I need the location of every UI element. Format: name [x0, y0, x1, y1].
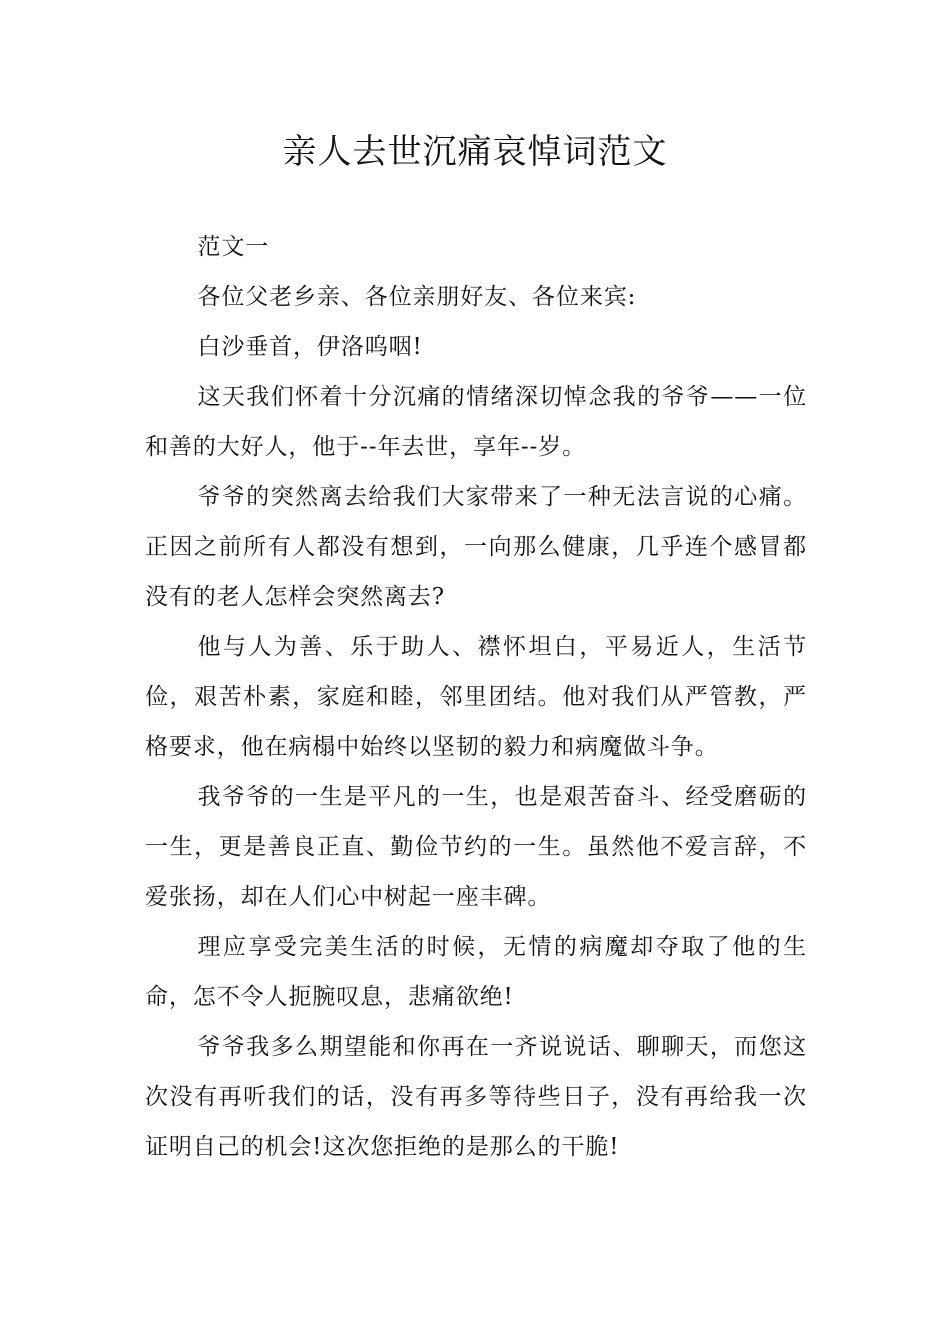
- paragraph: 这天我们怀着十分沉痛的情绪深切悼念我的爷爷——一位和善的大好人，他于--年去世，享年--岁。: [145, 384, 807, 460]
- paragraph: 他与人为善、乐于助人、襟怀坦白，平易近人，生活节俭，艰苦朴素，家庭和睦，邻里团结。他对我们从严管教，严格要求，他在病榻中始终以坚韧的毅力和病魔做斗争。: [145, 634, 807, 760]
- paragraph-salutation: 各位父老乡亲、各位亲朋好友、各位来宾:: [197, 284, 637, 310]
- paragraph-heading: 范文一: [197, 234, 270, 260]
- paragraph: 爷爷的突然离去给我们大家带来了一种无法言说的心痛。正因之前所有人都没有想到，一向那么健康，几乎连个感冒都没有的老人怎样会突然离去?: [145, 484, 807, 610]
- document-title: 亲人去世沉痛哀悼词范文: [282, 132, 668, 172]
- paragraph: 我爷爷的一生是平凡的一生，也是艰苦奋斗、经受磨砺的一生，更是善良正直、勤俭节约的一生。虽然他不爱言辞，不爱张扬，却在人们心中树起一座丰碑。: [145, 784, 807, 910]
- document-body: [145, 222, 807, 1172]
- paragraph: 白沙垂首，伊洛呜咽!: [197, 334, 423, 360]
- paragraph: 爷爷我多么期望能和你再在一齐说说话、聊聊天，而您这次没有再听我们的话，没有再多等待些日子，没有再给我一次证明自己的机会!这次您拒绝的是那么的干脆!: [145, 1034, 807, 1160]
- paragraph: 理应享受完美生活的时候，无情的病魔却夺取了他的生命，怎不令人扼腕叹息，悲痛欲绝!: [145, 934, 807, 1010]
